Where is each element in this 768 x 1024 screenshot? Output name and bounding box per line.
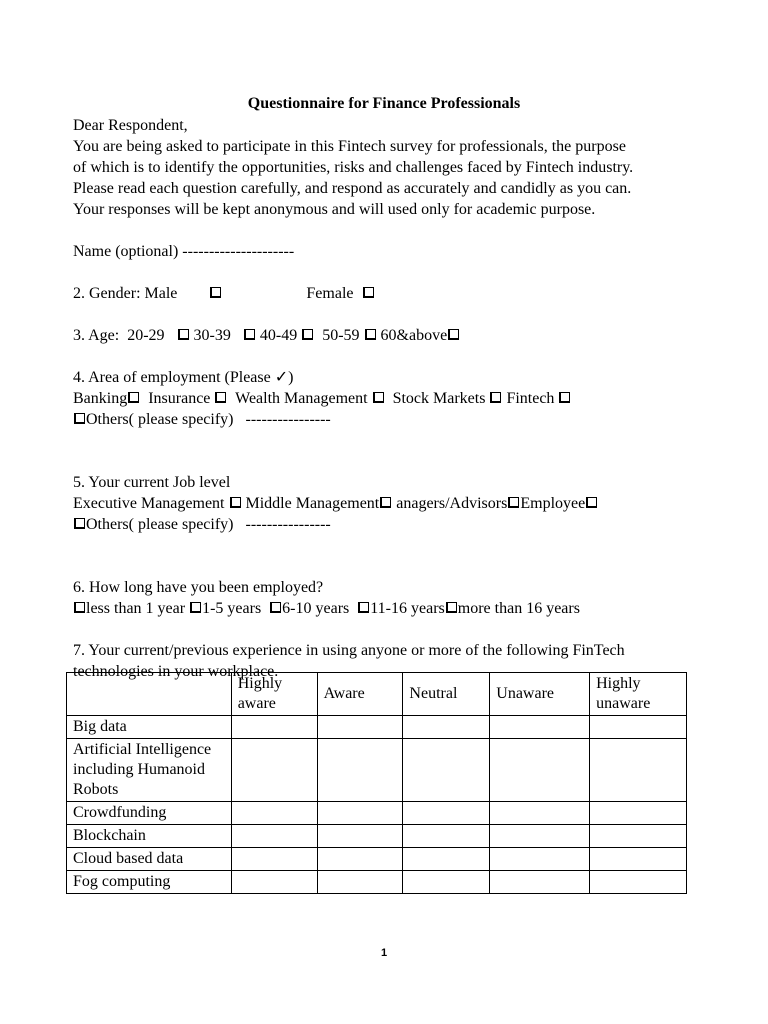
checkbox-1-5-years[interactable] [190, 602, 201, 613]
table-cell[interactable] [317, 716, 403, 739]
option-age-label: 60&above [380, 327, 448, 344]
question-gender-label: 2. Gender: Male [73, 285, 178, 302]
option-label: Employee [520, 495, 586, 512]
option-label: Banking [73, 390, 128, 407]
option-label: 1-5 years [202, 600, 262, 617]
checkbox-wealth-management[interactable] [373, 392, 384, 403]
table-row [67, 848, 687, 871]
option-age-label: 40-49 [259, 327, 298, 344]
others-line: ---------------- [245, 411, 331, 428]
option-age-label: 50-59 [322, 327, 360, 344]
others-label: Others( please specify) [86, 516, 234, 533]
checkbox-less-than-1-year[interactable] [74, 602, 85, 613]
question-job-level-others [73, 514, 695, 535]
table-header-cell: Unaware [490, 673, 590, 716]
table-row [67, 871, 687, 894]
option-label: more than 16 years [457, 600, 580, 617]
checkbox-employee[interactable] [586, 497, 597, 508]
table-cell[interactable] [403, 848, 490, 871]
table-cell[interactable] [590, 802, 687, 825]
table-header-cell: Aware [317, 673, 403, 716]
intro-line: of which is to identify the opportunities, risks and challenges faced by Fintech industry. [73, 159, 634, 176]
option-label: 11-16 years [370, 600, 445, 617]
checkbox-male[interactable] [210, 287, 221, 298]
checkbox-age-40-49[interactable] [302, 329, 313, 340]
question-fintech-experience-label: 7. Your current/previous experience in using anyone or more of the following FinTech [73, 642, 625, 659]
checkbox-insurance[interactable] [215, 392, 226, 403]
question-employment-duration-options [73, 598, 695, 619]
option-label: Middle Management [245, 495, 380, 512]
option-label: 6-10 years [282, 600, 350, 617]
question-job-level-label: 5. Your current Job level [73, 474, 231, 491]
table-header-cell: Neutral [403, 673, 490, 716]
table-cell[interactable] [403, 825, 490, 848]
table-cell[interactable] [490, 739, 590, 802]
table-cell[interactable] [490, 716, 590, 739]
table-header-cell: Highly aware [231, 673, 317, 716]
table-row [67, 825, 687, 848]
question-employment-area-label: 4. Area of employment (Please ✓) [73, 369, 294, 386]
others-line: ---------------- [245, 516, 331, 533]
checkbox-6-10-years[interactable] [270, 602, 281, 613]
question-employment-duration-label: 6. How long have you been employed? [73, 579, 324, 596]
table-cell[interactable] [317, 802, 403, 825]
intro-line: You are being asked to participate in this Fintech survey for professionals, the purpose [73, 138, 626, 155]
table-cell[interactable] [490, 848, 590, 871]
checkbox-age-60-above[interactable] [448, 329, 459, 340]
table-row-label: Big data [67, 716, 232, 739]
checkbox-banking[interactable] [128, 392, 139, 403]
table-cell[interactable] [490, 871, 590, 894]
option-label: Wealth Management [235, 390, 368, 407]
checkbox-more-than-16-years[interactable] [446, 602, 457, 613]
option-label: less than 1 year [86, 600, 186, 617]
salutation: Dear Respondent, [73, 117, 188, 134]
table-cell[interactable] [590, 871, 687, 894]
table-cell[interactable] [490, 825, 590, 848]
option-label: Executive Management [73, 495, 225, 512]
fintech-experience-table [66, 672, 687, 894]
question-age-label: 3. Age: [73, 327, 120, 344]
table-cell[interactable] [590, 739, 687, 802]
table-cell[interactable] [590, 716, 687, 739]
question-gender [73, 283, 695, 304]
table-cell[interactable] [317, 848, 403, 871]
others-label: Others( please specify) [86, 411, 234, 428]
option-label: Fintech [506, 390, 555, 407]
table-cell[interactable] [231, 739, 317, 802]
checkbox-middle-management[interactable] [380, 497, 391, 508]
intro-line: Please read each question carefully, and respond as accurately and candidly as you can. [73, 180, 632, 197]
table-cell[interactable] [490, 802, 590, 825]
option-label: Stock Markets [392, 390, 486, 407]
checkbox-fintech[interactable] [559, 392, 570, 403]
option-female-label: Female [306, 285, 354, 302]
questionnaire-page [73, 93, 695, 682]
checkbox-female[interactable] [363, 287, 374, 298]
table-cell[interactable] [231, 716, 317, 739]
table-row-label: Cloud based data [67, 848, 232, 871]
option-label: Insurance [148, 390, 211, 407]
table-row-label: Fog computing [67, 871, 232, 894]
table-row-label: Artificial Intelligence including Humanoid Robots [67, 739, 232, 802]
document-title: Questionnaire for Finance Professionals [247, 95, 521, 112]
checkbox-stock-markets[interactable] [490, 392, 501, 403]
table-cell[interactable] [403, 739, 490, 802]
table-cell[interactable] [317, 825, 403, 848]
checkbox-executive-management[interactable] [230, 497, 241, 508]
table-cell[interactable] [403, 871, 490, 894]
table-header-cell [67, 673, 232, 716]
checkbox-others[interactable] [74, 518, 85, 529]
checkbox-11-16-years[interactable] [358, 602, 369, 613]
table-row [67, 739, 687, 802]
table-cell[interactable] [231, 825, 317, 848]
page-number: 1 [380, 947, 388, 959]
question-employment-area-options [73, 388, 695, 409]
table-cell[interactable] [231, 848, 317, 871]
table-cell[interactable] [403, 802, 490, 825]
table-row-label: Blockchain [67, 825, 232, 848]
table-cell[interactable] [317, 739, 403, 802]
question-job-level-options [73, 493, 695, 514]
table-cell[interactable] [590, 848, 687, 871]
intro-line: Your responses will be kept anonymous and will used only for academic purpose. [73, 201, 596, 218]
question-age [73, 325, 695, 346]
table-row [67, 802, 687, 825]
question-employment-area-others [73, 409, 695, 430]
table-header-cell: Highly unaware [590, 673, 687, 716]
table-cell[interactable] [231, 871, 317, 894]
option-age-label: 30-39 [193, 327, 231, 344]
table-row-label: Crowdfunding [67, 802, 232, 825]
table-cell[interactable] [403, 716, 490, 739]
table-cell[interactable] [590, 825, 687, 848]
option-age-label: 20-29 [127, 327, 165, 344]
checkbox-others[interactable] [74, 413, 85, 424]
option-label: anagers/Advisors [396, 495, 508, 512]
checkbox-age-30-39[interactable] [244, 329, 255, 340]
table-cell[interactable] [231, 802, 317, 825]
table-header-row [67, 673, 687, 716]
table-row [67, 716, 687, 739]
table-cell[interactable] [317, 871, 403, 894]
checkbox-age-50-59[interactable] [365, 329, 376, 340]
checkbox-age-20-29[interactable] [178, 329, 189, 340]
checkbox-managers-advisors[interactable] [508, 497, 519, 508]
question-fintech-experience-label: technologies in your workplace. [73, 663, 279, 680]
name-field: Name (optional) --------------------- [73, 243, 295, 260]
